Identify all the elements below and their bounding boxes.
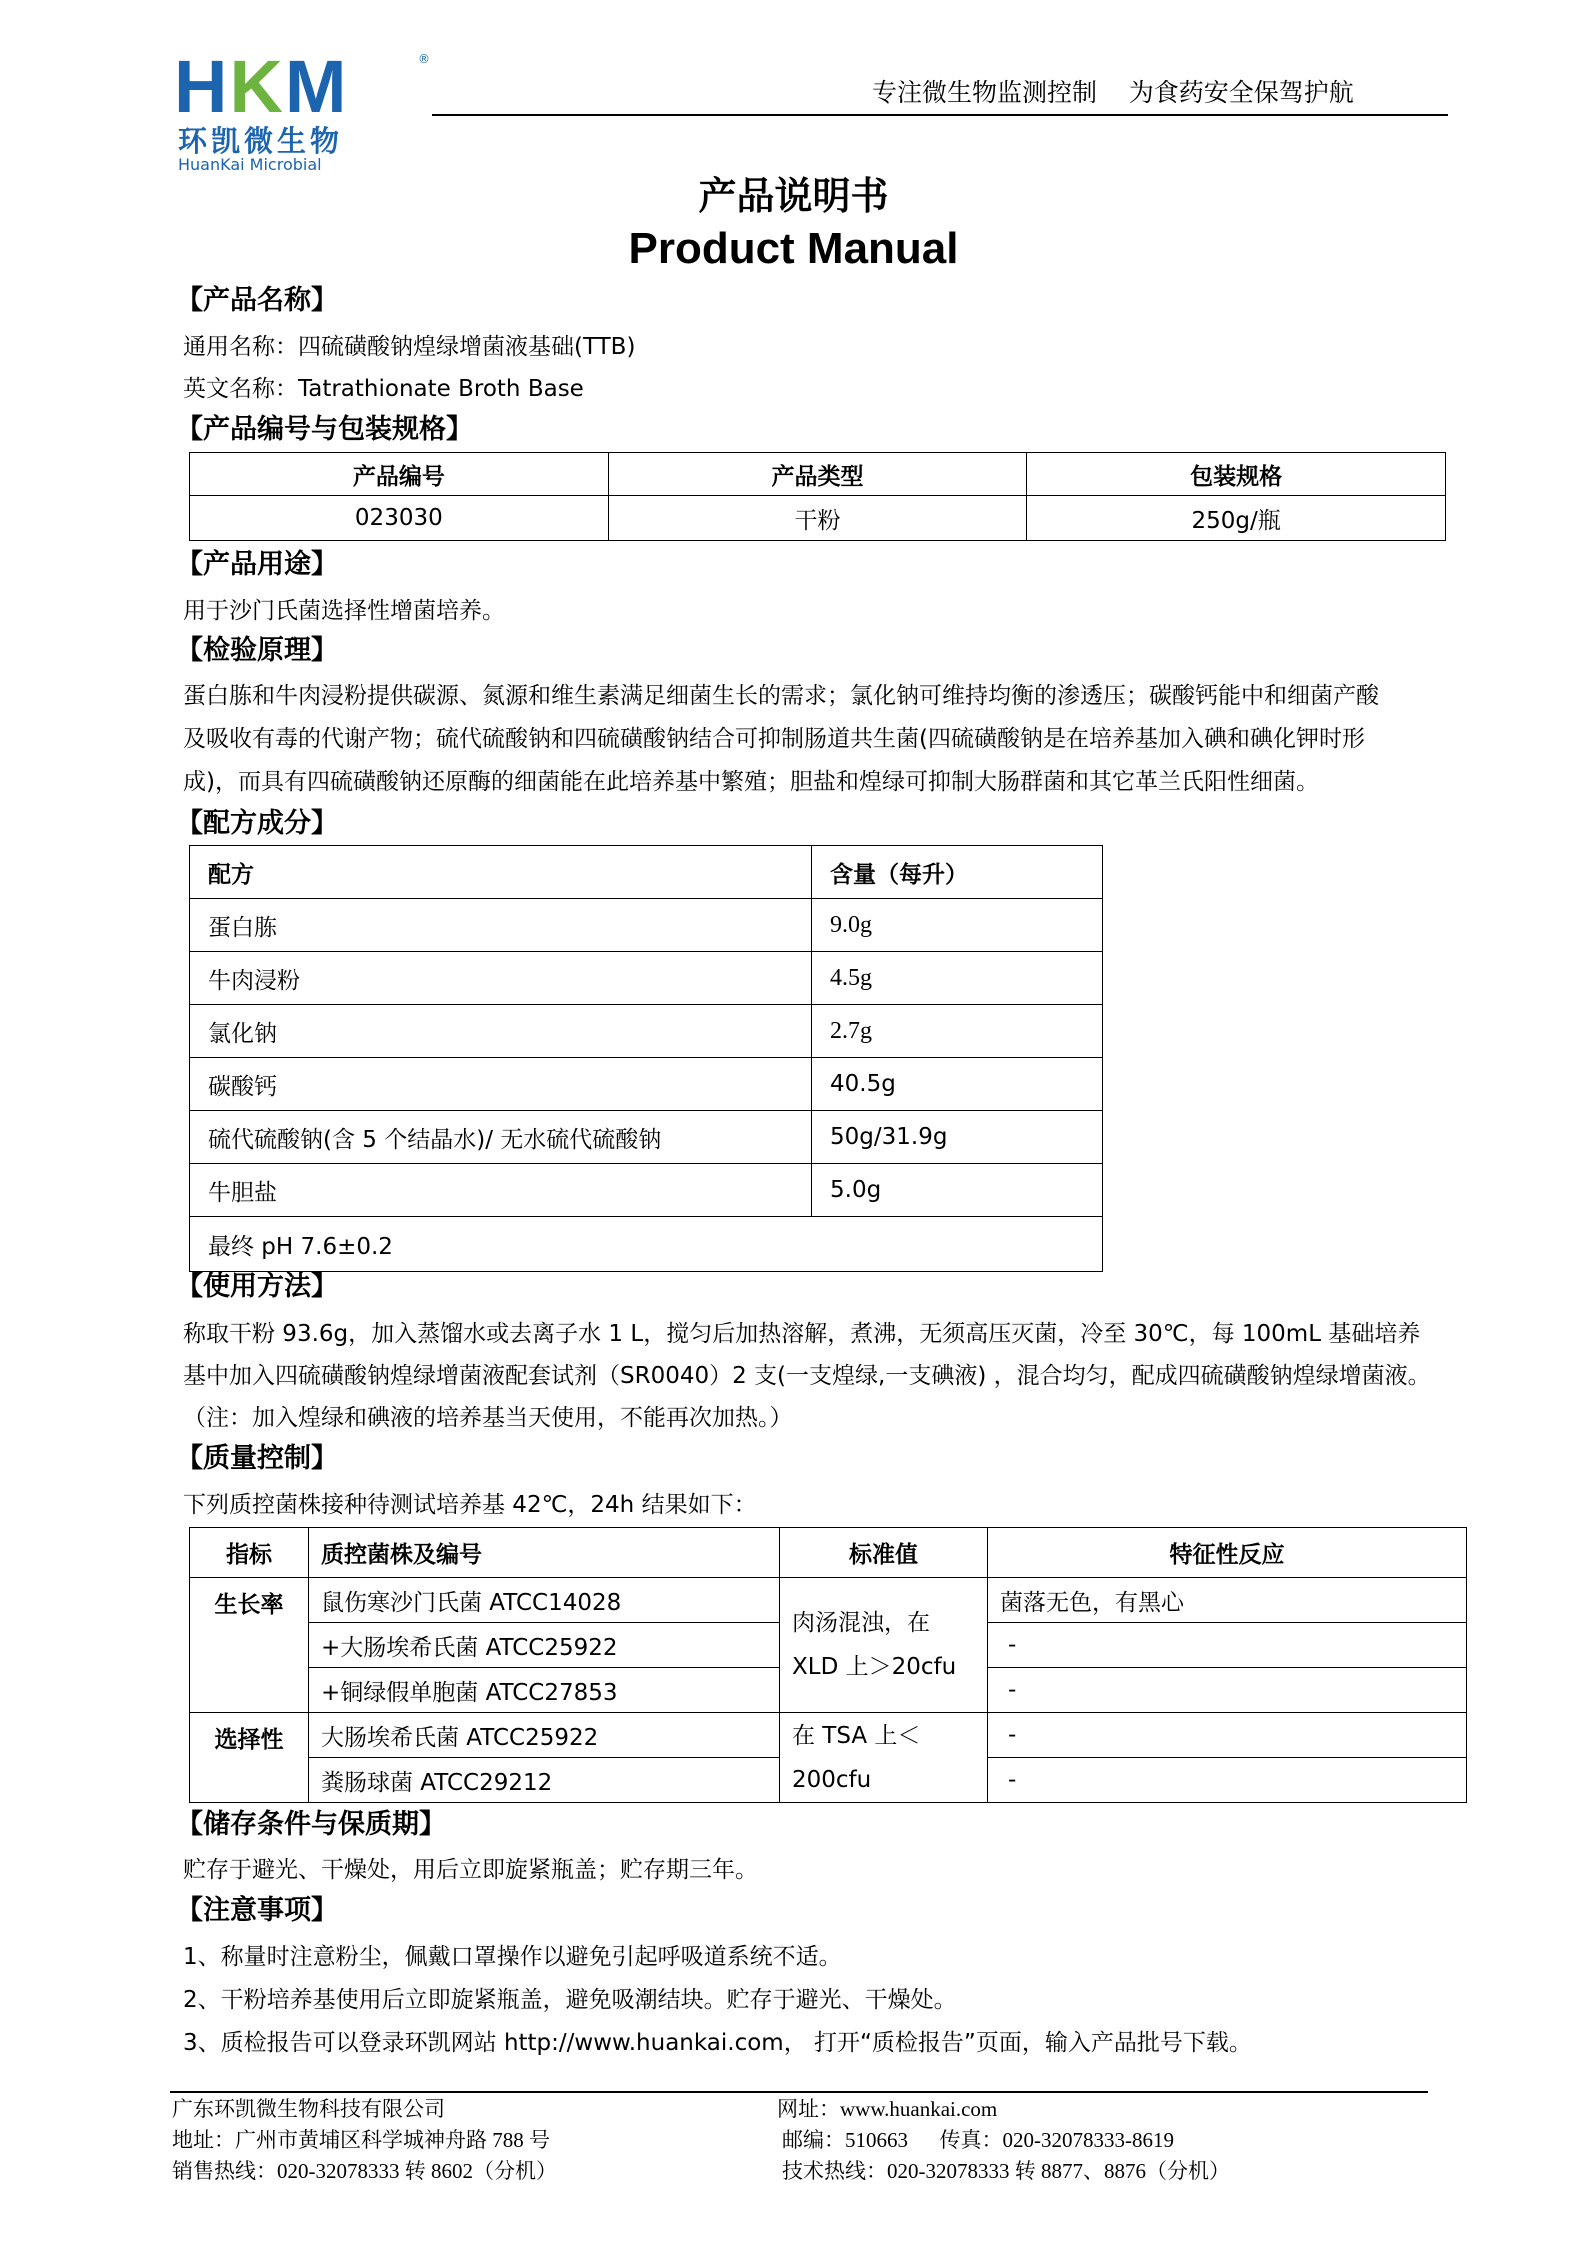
footer-company: 广东环凯微生物科技有限公司	[172, 2097, 445, 2121]
table-row	[190, 1164, 1103, 1217]
table-header-row	[190, 453, 1446, 496]
registered-mark: ®	[418, 52, 430, 66]
qc-intro: 下列质控菌株接种待测试培养基 42℃，24h 结果如下：	[183, 1492, 757, 1518]
table-header-cell: 配方	[190, 846, 812, 899]
header-divider	[432, 114, 1448, 116]
formula-table	[189, 845, 1103, 1272]
note-item: 1、称量时注意粉尘，佩戴口罩操作以避免引起呼吸道系统不适。	[183, 1944, 842, 1970]
logo-english-name: HuanKai Microbial	[178, 155, 322, 174]
principle-line: 成)，而具有四硫磺酸钠还原酶的细菌能在此培养基中繁殖；胆盐和煌绿可抑制大肠群菌和其它革兰氏阳性细菌。	[183, 769, 1319, 795]
page-title-cn: 产品说明书	[698, 174, 889, 218]
section-heading-notes: 【注意事项】	[176, 1895, 338, 1926]
spec-table	[189, 452, 1446, 541]
footer-website: 网址：www.huankai.com	[777, 2097, 998, 2121]
ingredient-name: 牛胆盐	[190, 1164, 812, 1217]
table-header-cell: 指标	[190, 1528, 309, 1578]
qc-reaction: -	[988, 1758, 1467, 1803]
table-header-row	[190, 1528, 1467, 1578]
table-row	[190, 899, 1103, 952]
ingredient-amount: 4.5g	[812, 952, 1103, 1005]
section-heading-spec: 【产品编号与包装规格】	[176, 414, 473, 445]
footer-postcode-fax: 邮编：510663 传真：020-32078333-8619	[782, 2128, 1174, 2152]
table-row	[190, 1713, 1467, 1758]
table-header-cell: 标准值	[780, 1528, 988, 1578]
note-item: 3、质检报告可以登录环凯网站 http://www.huankai.com， 打开“质检报告”页面，输入产品批号下载。	[183, 2030, 1252, 2056]
table-header-row	[190, 846, 1103, 899]
section-heading-usage: 【产品用途】	[176, 549, 338, 580]
qc-indicator: 选择性	[190, 1713, 309, 1803]
table-cell: 023030	[190, 496, 609, 541]
qc-strain: 大肠埃希氏菌 ATCC25922	[309, 1713, 780, 1758]
ingredient-amount: 2.7g	[812, 1005, 1103, 1058]
method-line: 称取干粉 93.6g，加入蒸馏水或去离子水 1 L，搅匀后加热溶解，煮沸，无须高压灭菌，冷至 30℃，每 100mL 基础培养	[183, 1321, 1421, 1347]
table-cell: 250g/瓶	[1027, 496, 1446, 541]
table-header-cell: 质控菌株及编号	[309, 1528, 780, 1578]
table-row	[190, 952, 1103, 1005]
table-header-cell: 产品编号	[190, 453, 609, 496]
ingredient-amount: 40.5g	[812, 1058, 1103, 1111]
qc-strain: 鼠伤寒沙门氏菌 ATCC14028	[309, 1578, 780, 1623]
method-line: 基中加入四硫磺酸钠煌绿增菌液配套试剂（SR0040）2 支(一支煌绿,一支碘液) ，混合均匀，配成四硫磺酸钠煌绿增菌液。	[183, 1363, 1431, 1389]
ingredient-name: 氯化钠	[190, 1005, 812, 1058]
section-heading-method: 【使用方法】	[176, 1271, 338, 1302]
qc-strain: +铜绿假单胞菌 ATCC27853	[309, 1668, 780, 1713]
qc-strain: +大肠埃希氏菌 ATCC25922	[309, 1623, 780, 1668]
qc-strain: 粪肠球菌 ATCC29212	[309, 1758, 780, 1803]
table-cell: 干粉	[608, 496, 1027, 541]
qc-standard: 在 TSA 上＜ 200cfu	[780, 1713, 988, 1803]
table-row	[190, 496, 1446, 541]
method-line: （注：加入煌绿和碘液的培养基当天使用，不能再次加热。）	[183, 1405, 793, 1431]
common-name: 通用名称：四硫磺酸钠煌绿增菌液基础(TTB)	[183, 334, 636, 360]
ingredient-name: 碳酸钙	[190, 1058, 812, 1111]
table-row	[190, 1217, 1103, 1272]
page-title-en: Product Manual	[628, 224, 959, 273]
storage-text: 贮存于避光、干燥处，用后立即旋紧瓶盖；贮存期三年。	[183, 1857, 758, 1883]
header-slogan: 专注微生物监测控制 为食药安全保驾护航	[872, 78, 1354, 107]
qc-standard: 肉汤混浊，在 XLD 上＞20cfu	[780, 1578, 988, 1713]
footer-sales-hotline: 销售热线：020-32078333 转 8602（分机）	[172, 2159, 557, 2183]
qc-reaction: -	[988, 1668, 1467, 1713]
section-heading-storage: 【储存条件与保质期】	[176, 1809, 446, 1840]
section-heading-principle: 【检验原理】	[176, 635, 338, 666]
company-logo	[174, 45, 434, 174]
ingredient-amount: 50g/31.9g	[812, 1111, 1103, 1164]
principle-line: 及吸收有毒的代谢产物；硫代硫酸钠和四硫磺酸钠结合可抑制肠道共生菌(四硫磺酸钠是在培养基加入碘和碘化钾时形	[183, 726, 1365, 752]
usage-text: 用于沙门氏菌选择性增菌培养。	[183, 598, 505, 624]
table-header-cell: 特征性反应	[988, 1528, 1467, 1578]
qc-reaction: 菌落无色，有黑心	[988, 1578, 1467, 1623]
english-name: 英文名称：Tatrathionate Broth Base	[183, 376, 584, 402]
section-heading-product-name: 【产品名称】	[176, 285, 338, 316]
table-row	[190, 1058, 1103, 1111]
qc-reaction: -	[988, 1713, 1467, 1758]
section-heading-formula: 【配方成分】	[176, 808, 338, 839]
footer-address: 地址：广州市黄埔区科学城神舟路 788 号	[172, 2128, 550, 2152]
principle-line: 蛋白胨和牛肉浸粉提供碳源、氮源和维生素满足细菌生长的需求；氯化钠可维持均衡的渗透压；碳酸钙能中和细菌产酸	[183, 683, 1379, 709]
ingredient-name: 牛肉浸粉	[190, 952, 812, 1005]
ingredient-name: 硫代硫酸钠(含 5 个结晶水)/ 无水硫代硫酸钠	[190, 1111, 812, 1164]
qc-reaction: -	[988, 1623, 1467, 1668]
qc-indicator: 生长率	[190, 1578, 309, 1713]
final-ph: 最终 pH 7.6±0.2	[190, 1217, 1103, 1272]
ingredient-name: 蛋白胨	[190, 899, 812, 952]
ingredient-amount: 5.0g	[812, 1164, 1103, 1217]
footer-divider	[170, 2091, 1428, 2093]
logo-letters: HKM	[174, 45, 349, 128]
footer-tech-hotline: 技术热线：020-32078333 转 8877、8876（分机）	[782, 2159, 1230, 2183]
qc-table	[189, 1527, 1467, 1803]
table-header-cell: 产品类型	[608, 453, 1027, 496]
note-item: 2、干粉培养基使用后立即旋紧瓶盖，避免吸潮结块。贮存于避光、干燥处。	[183, 1987, 957, 2013]
table-header-cell: 包装规格	[1027, 453, 1446, 496]
table-row	[190, 1111, 1103, 1164]
ingredient-amount: 9.0g	[812, 899, 1103, 952]
table-row	[190, 1005, 1103, 1058]
section-heading-qc: 【质量控制】	[176, 1443, 338, 1474]
table-row	[190, 1578, 1467, 1623]
table-header-cell: 含量（每升）	[812, 846, 1103, 899]
logo-chinese-name: 环凯微生物	[178, 124, 344, 158]
